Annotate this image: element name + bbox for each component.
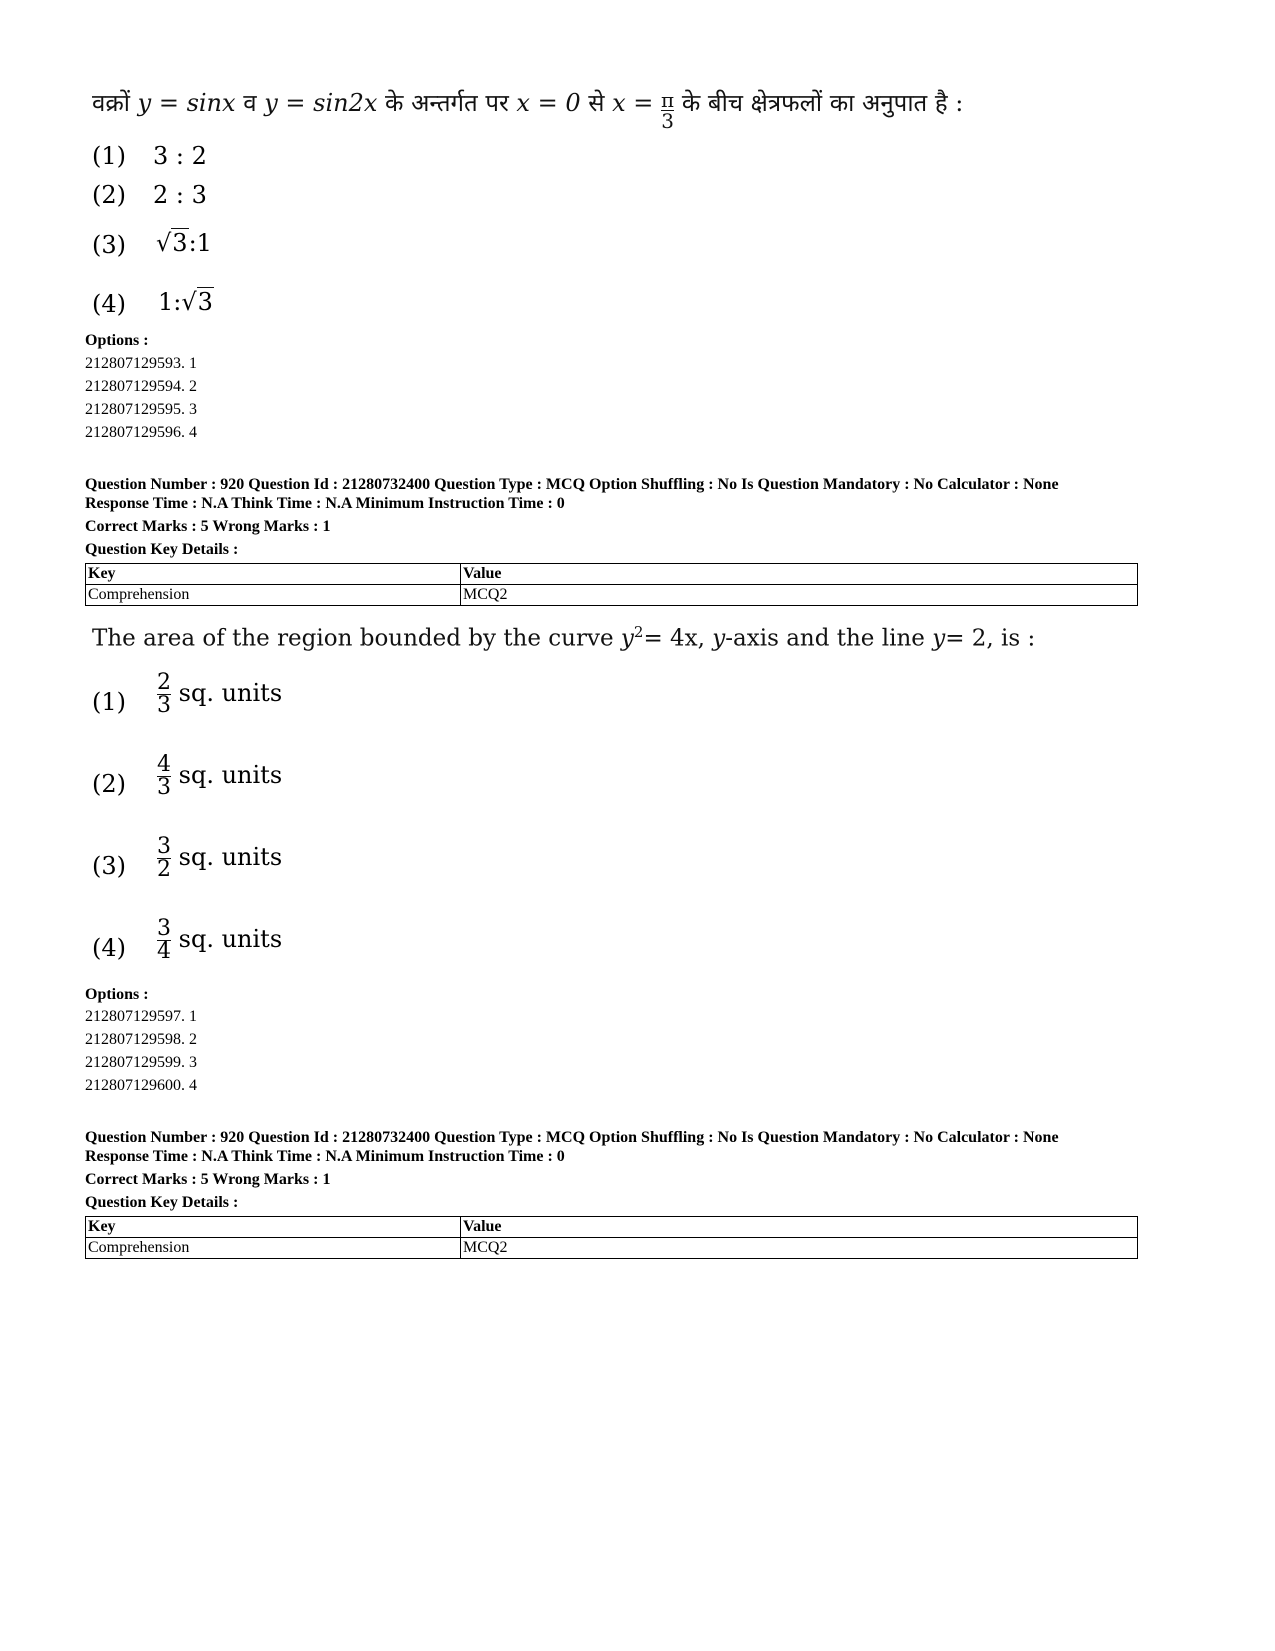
question-key-table-1 [85,563,1138,606]
table-header-row [86,564,1138,585]
fraction: $\frac{3}{4}$ [157,916,171,964]
q2-option-2-value: $\frac{4}{3}$ sq. units [157,752,283,800]
question-key-table-2 [85,1216,1138,1259]
meta2-line2: Response Time : N.A Think Time : N.A Minimum Instruction Time : 0 [85,1148,565,1165]
table-row [86,585,1138,606]
meta1-line3: Correct Marks : 5 Wrong Marks : 1 [85,518,331,535]
q2-option-1-number: (1) [92,688,126,716]
table-header-value: Value [461,564,1138,585]
q1-eq2: y = sin2x [264,89,378,117]
meta2-line3: Correct Marks : 5 Wrong Marks : 1 [85,1171,331,1188]
meta2-line1: Question Number : 920 Question Id : 21280732400 Question Type : MCQ Option Shuffling : No Is Question Mandatory : No Calculator : None [85,1129,1059,1146]
q2-option-3-number: (3) [92,852,126,880]
q1-suffix: के बीच क्षेत्रफलों का अनुपात है : [681,89,964,117]
q2-option-4-value: $\frac{3}{4}$ sq. units [157,916,283,964]
q2-option-2-number: (2) [92,770,126,798]
q1-option-id-3: 212807129595. 3 [85,401,197,418]
q1-option-id-1: 212807129593. 1 [85,355,197,372]
sqrt-symbol: √3 [156,229,188,257]
table-row [86,1238,1138,1259]
table-cell-value: MCQ2 [461,1238,1138,1259]
table-cell-key: Comprehension [86,1238,461,1259]
q2-option-id-4: 212807129600. 4 [85,1077,197,1094]
q1-from: से [588,89,605,117]
q1-option-1-value: 3 : 2 [153,142,207,170]
q2-option-id-1: 212807129597. 1 [85,1008,197,1025]
table-cell-value: MCQ2 [461,585,1138,606]
q1-options-label: Options : [85,332,149,349]
meta1-line1: Question Number : 920 Question Id : 21280732400 Question Type : MCQ Option Shuffling : No Is Question Mandatory : No Calculator : None [85,476,1059,493]
q1-option-2-number: (2) [92,181,126,209]
meta1-line4: Question Key Details : [85,541,239,558]
q1-x-end-lhs: x = [612,89,654,117]
q1-option-3-value: √3:1 [156,229,212,257]
table-header-key: Key [86,1217,461,1238]
q1-option-2-value: 2 : 3 [153,181,207,209]
table-cell-key: Comprehension [86,585,461,606]
q2-option-1-value: $\frac{2}{3}$ sq. units [157,670,283,718]
q1-option-id-2: 212807129594. 2 [85,378,197,395]
q1-pi-over-3: $\frac{\pi}{3}$ [661,88,675,133]
q1-x-start: x = 0 [516,89,581,117]
table-header-row [86,1217,1138,1238]
sqrt-symbol: √3 [181,288,213,316]
q1-option-id-4: 212807129596. 4 [85,424,197,441]
q1-eq1: y = sinx [137,89,236,117]
table-header-key: Key [86,564,461,585]
question-1-text [92,84,964,133]
q1-mid: के अन्तर्गत पर [385,89,509,117]
meta2-line4: Question Key Details : [85,1194,239,1211]
fraction: $\frac{4}{3}$ [157,752,171,800]
q2-option-3-value: $\frac{3}{2}$ sq. units [157,834,283,882]
fraction: $\frac{2}{3}$ [157,670,171,718]
q2-option-id-2: 212807129598. 2 [85,1031,197,1048]
question-2-text: The area of the region bounded by the curve $y^2= 4x$, y-axis and the line y= 2, is : [92,623,1036,652]
fraction: $\frac{3}{2}$ [157,834,171,882]
table-header-value: Value [461,1217,1138,1238]
q2-option-4-number: (4) [92,934,126,962]
q2-option-id-3: 212807129599. 3 [85,1054,197,1071]
q1-option-4-number: (4) [92,290,126,318]
meta1-line2: Response Time : N.A Think Time : N.A Minimum Instruction Time : 0 [85,495,565,512]
q1-option-4-value: 1:√3 [158,288,213,316]
q1-conj: व [243,89,257,117]
q1-prefix: वक्रों [92,89,130,117]
q2-options-label: Options : [85,986,149,1003]
q1-option-3-number: (3) [92,231,126,259]
q1-option-1-number: (1) [92,142,126,170]
